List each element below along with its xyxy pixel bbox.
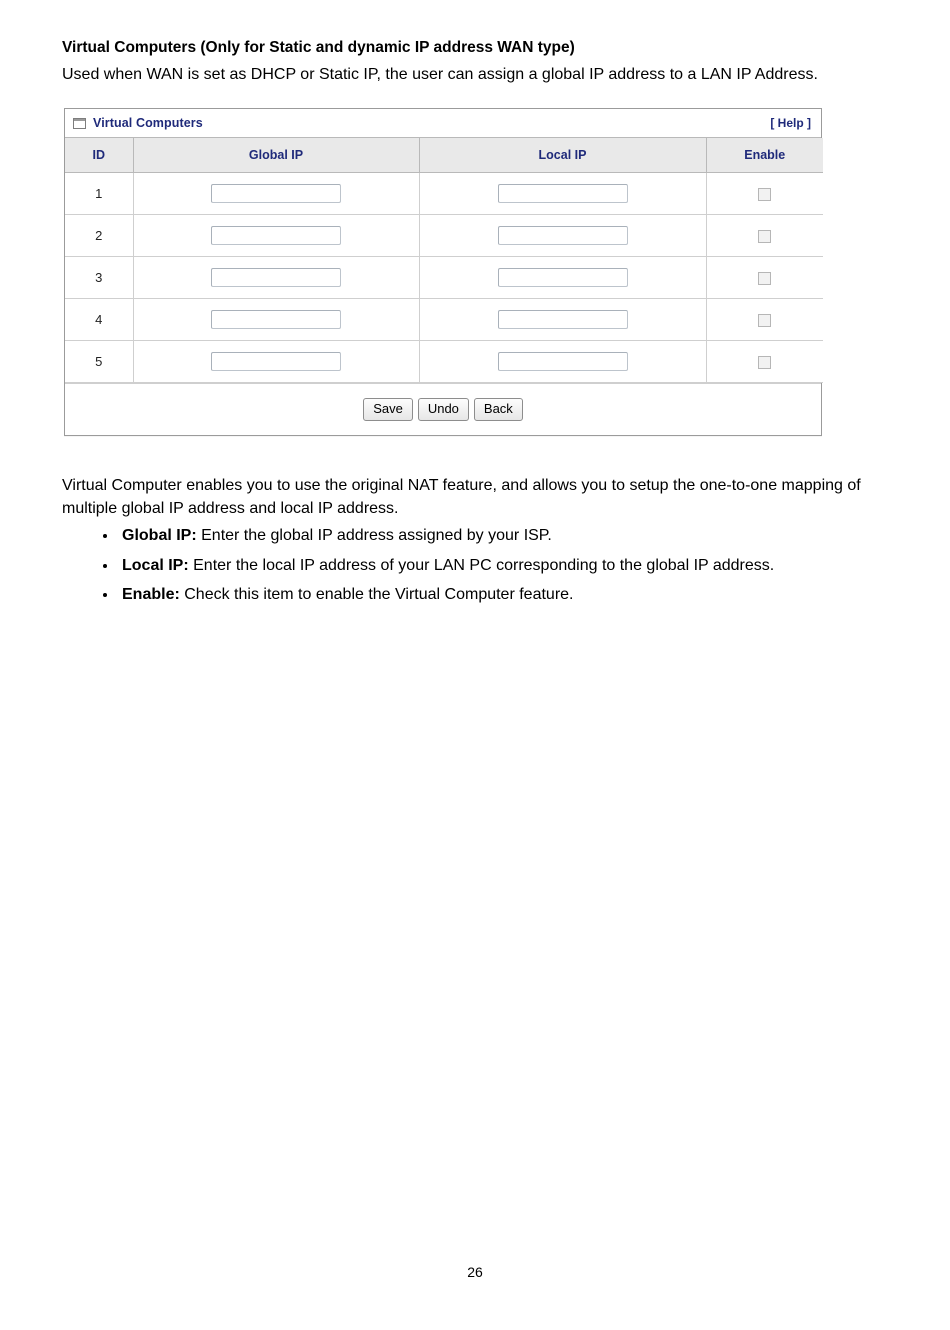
row-global-ip-cell	[133, 341, 419, 383]
row-global-ip-cell	[133, 257, 419, 299]
enable-checkbox[interactable]	[758, 272, 771, 285]
global-ip-input[interactable]	[211, 352, 341, 371]
table-header	[65, 138, 823, 173]
enable-checkbox[interactable]	[758, 188, 771, 201]
help-link[interactable]: [ Help ]	[770, 116, 811, 131]
enable-checkbox[interactable]	[758, 356, 771, 369]
row-id: 1	[65, 173, 133, 215]
column-header-id: ID	[65, 138, 133, 173]
list-item	[118, 583, 888, 606]
row-id: 5	[65, 341, 133, 383]
table-row	[65, 299, 823, 341]
panel-titlebar	[65, 109, 821, 138]
page-number: 26	[467, 1264, 483, 1280]
row-enable-cell	[706, 215, 823, 257]
row-id: 3	[65, 257, 133, 299]
row-local-ip-cell	[419, 257, 706, 299]
row-enable-cell	[706, 257, 823, 299]
local-ip-input[interactable]	[498, 268, 628, 287]
column-header-local-ip: Local IP	[419, 138, 706, 173]
list-item-text: Check this item to enable the Virtual Computer feature.	[179, 585, 574, 603]
enable-checkbox[interactable]	[758, 314, 771, 327]
row-id: 4	[65, 299, 133, 341]
page-title: Virtual Computers (Only for Static and dynamic IP address WAN type)	[62, 39, 575, 56]
table-row	[65, 257, 823, 299]
row-local-ip-cell	[419, 173, 706, 215]
row-global-ip-cell	[133, 299, 419, 341]
list-item-text: Enter the global IP address assigned by your ISP.	[196, 527, 552, 545]
table-header-row	[65, 138, 823, 173]
global-ip-input[interactable]	[211, 310, 341, 329]
global-ip-input[interactable]	[211, 184, 341, 203]
row-enable-cell	[706, 299, 823, 341]
list-item-term: Enable:	[122, 585, 180, 603]
window-icon	[73, 118, 86, 129]
body-paragraph: Virtual Computer enables you to use the original NAT feature, and allows you to setup the one-to-one mapping of multiple global IP address and local IP address.	[62, 477, 861, 518]
global-ip-input[interactable]	[211, 226, 341, 245]
save-button[interactable]: Save	[363, 398, 413, 421]
panel-titlebar-left	[73, 116, 203, 130]
list-item-term: Local IP:	[122, 556, 189, 574]
back-button[interactable]: Back	[474, 398, 523, 421]
row-enable-cell	[706, 341, 823, 383]
virtual-computers-panel-wrapper	[64, 108, 888, 436]
table-row	[65, 341, 823, 383]
definition-list	[62, 524, 888, 606]
enable-checkbox[interactable]	[758, 230, 771, 243]
panel-title-text: Virtual Computers	[93, 116, 203, 131]
list-item-text: Enter the local IP address of your LAN PC corresponding to the global IP address.	[188, 556, 775, 574]
row-local-ip-cell	[419, 341, 706, 383]
list-item	[118, 524, 888, 547]
local-ip-input[interactable]	[498, 352, 628, 371]
undo-button[interactable]: Undo	[418, 398, 469, 421]
panel-button-row	[65, 383, 821, 435]
intro-paragraph: Used when WAN is set as DHCP or Static IP, the user can assign a global IP address to a LAN IP Address.	[62, 65, 818, 83]
table-row	[65, 215, 823, 257]
local-ip-input[interactable]	[498, 310, 628, 329]
local-ip-input[interactable]	[498, 226, 628, 245]
row-local-ip-cell	[419, 299, 706, 341]
column-header-enable: Enable	[706, 138, 823, 173]
column-header-global-ip: Global IP	[133, 138, 419, 173]
table-row	[65, 173, 823, 215]
row-enable-cell	[706, 173, 823, 215]
row-id: 2	[65, 215, 133, 257]
row-global-ip-cell	[133, 215, 419, 257]
table-body	[65, 173, 823, 383]
virtual-computers-panel	[64, 108, 822, 436]
global-ip-input[interactable]	[211, 268, 341, 287]
local-ip-input[interactable]	[498, 184, 628, 203]
virtual-computers-table	[65, 138, 823, 383]
row-local-ip-cell	[419, 215, 706, 257]
list-item-term: Global IP:	[122, 527, 197, 545]
list-item	[118, 554, 888, 577]
row-global-ip-cell	[133, 173, 419, 215]
